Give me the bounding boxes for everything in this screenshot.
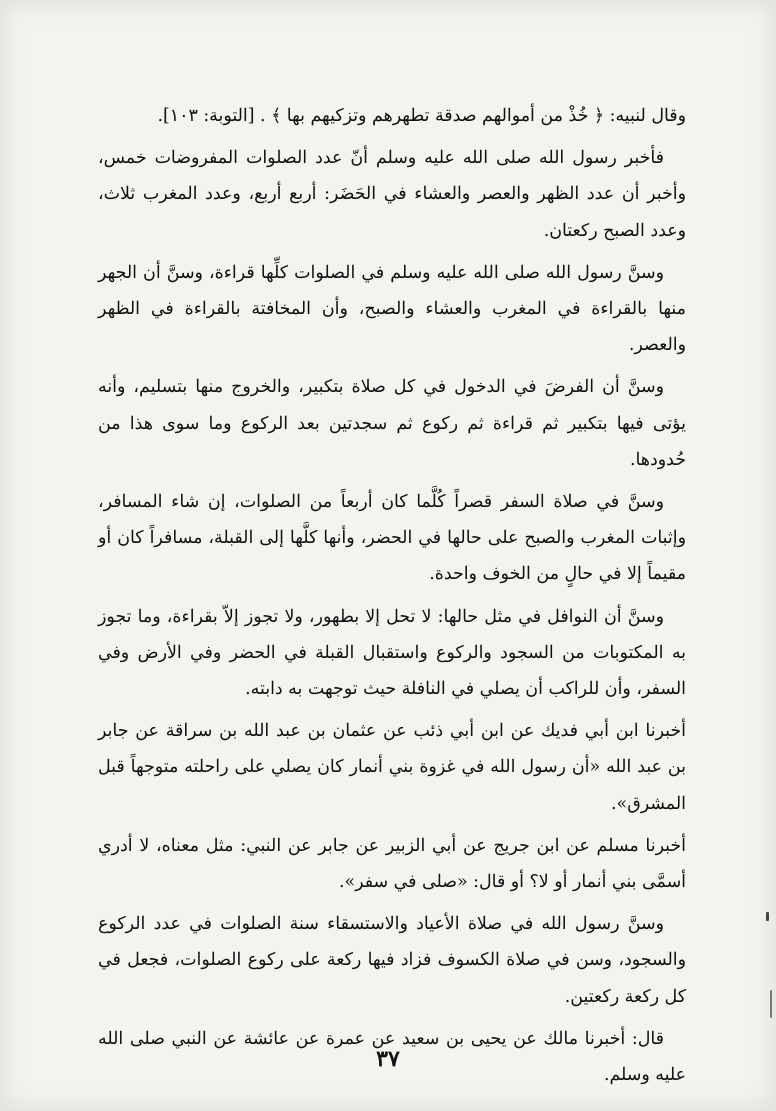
paragraph-recitation: وسنَّ رسول الله صلى الله عليه وسلم في الصلوات كلِّها قراءة، وسنَّ أن الجهر منها بالقراءة في المغرب والعشاء والصبح، وأن المخافتة بالقراءة في الظهر والعصر. [98,262,686,356]
paragraph-hadith-malik: قال: أخبرنا مالك عن يحيى بن سعيد عن عمرة عن عائشة عن النبي صلى الله عليه وسلم. [98,1028,686,1086]
paragraph-hadith-jabir: أخبرنا ابن أبي فديك عن ابن أبي ذئب عن عثمان بن عبد الله بن سراقة عن جابر بن عبد الله «أن رسول الله في غزوة بني أنمار كان يصلي على راحلته متوجهاً قبل المشرق». [98,721,686,814]
page-number: ٣٧ [376,1046,400,1072]
paragraph-prayer-counts: فأخبر رسول الله صلى الله عليه وسلم أنّ عدد الصلوات المفروضات خمس، وأخبر أن عدد الظهر والعصر والعشاء في الحَضَر: أربع أربع، وعدد المغرب ثلاث، وعدد الصبح ركعتان. [98,148,686,241]
paragraph-eid-eclipse: وسنَّ رسول الله في صلاة الأعياد والاستسقاء سنة الصلوات في عدد الركوع والسجود، وسن في صلاة الكسوف فزاد فيها ركعة على ركوع الصلوات، فجعل في كل ركعة ركعتين. [98,914,686,1007]
page-body [98,98,686,1099]
paragraph-travel-prayer: وسنَّ في صلاة السفر قصراً كُلَّما كان أربعاً من الصلوات، إن شاء المسافر، وإثبات المغرب والصبح على حالها في الحضر، وأنها كلَّها إلى القبلة، مسافراً كان أو مقيماً إلا في حالٍ من الخوف واحدة. [98,492,686,585]
paragraph-quran-verse: وقال لنبيه: ﴿ خُذْ من أموالهم صدقة تطهرهم وتزكيهم بها ﴾ . [التوبة: ١٠٣]. [157,106,686,126]
scan-speck-mark [766,912,769,921]
paragraph-takbir-taslim: وسنَّ أن الفرضَ في الدخول في كل صلاة بتكبير، والخروج منها بتسليم، وأنه يؤتى فيها بتكبير ثم قراءة ثم ركوع ثم سجدتين بعد الركوع وما سوى هذا من حُدودها. [98,377,686,470]
paragraph-hadith-muslim: أخبرنا مسلم عن ابن جريج عن أبي الزبير عن جابر عن النبي: مثل معناه، لا أدري أسمَّى بني أنمار أو لا؟ أو قال: «صلى في سفر». [98,835,686,893]
paragraph-voluntary-prayers: وسنَّ أن النوافل في مثل حالها: لا تحل إلا بطهور، ولا تجوز إلاّ بقراءة، وما تجوز به المكتوبات من السجود والركوع واستقبال القبلة في الحضر وفي الأرض وفي السفر، وأن للراكب أن يصلي في النافلة حيث توجهت به دابته. [98,606,686,700]
scan-edge-mark [770,990,772,1018]
